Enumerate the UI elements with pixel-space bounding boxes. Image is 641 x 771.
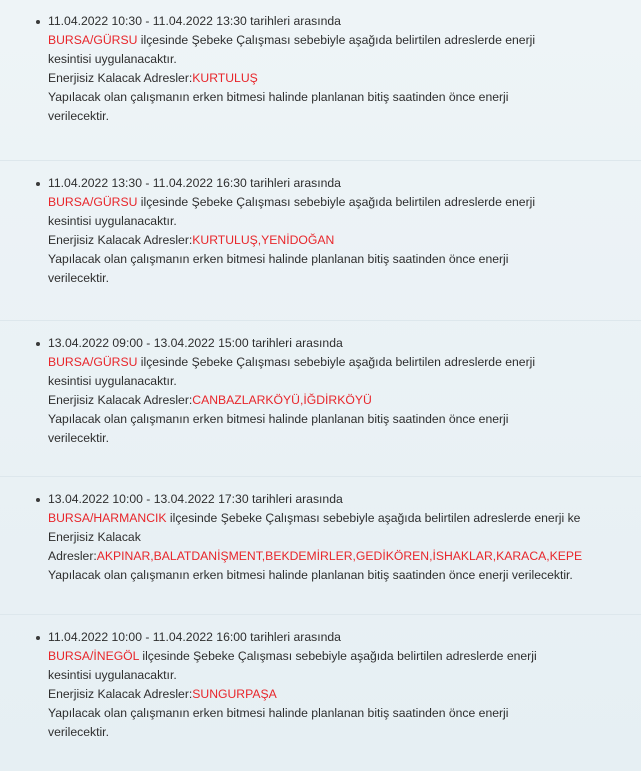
bullet-icon xyxy=(36,636,40,640)
district-name: BURSA/İNEGÖL xyxy=(48,649,139,663)
notice-description: ilçesinde Şebeke Çalışması sebebiyle aşağıda belirtilen adreslerde enerji xyxy=(137,33,536,47)
notice-body xyxy=(48,353,635,372)
district-name: BURSA/GÜRSU xyxy=(48,33,138,47)
notice-description: ilçesinde Şebeke Çalışması sebebiyle aşağıda belirtilen adreslerde enerji ke xyxy=(166,511,581,525)
notice-description-cont: kesintisi uygulanacaktır. xyxy=(48,668,177,682)
notice-footer: Yapılacak olan çalışmanın erken bitmesi halinde planlanan bitiş saatinden önce enerji xyxy=(48,252,509,266)
notice-body xyxy=(48,193,635,212)
addresses-label: Enerjisiz Kalacak Adresler: xyxy=(48,71,193,85)
district-name: BURSA/GÜRSU xyxy=(48,355,138,369)
notice-description-cont: kesintisi uygulanacaktır. xyxy=(48,374,177,388)
outage-notice xyxy=(0,490,641,585)
outage-notice xyxy=(0,628,641,742)
outage-notice xyxy=(0,334,641,448)
addresses-row xyxy=(48,391,635,410)
notice-description: ilçesinde Şebeke Çalışması sebebiyle aşağıda belirtilen adreslerde enerji xyxy=(138,649,537,663)
addresses-label: Enerjisiz Kalacak Adresler: xyxy=(48,393,193,407)
affected-addresses: AKPINAR,BALATDANİŞMENT,BEKDEMİRLER,GEDİKÖREN,İSHAKLAR,KARACA,KEPE xyxy=(96,549,583,563)
notice-footer: Yapılacak olan çalışmanın erken bitmesi halinde planlanan bitiş saatinden önce enerji xyxy=(48,706,509,720)
notice-footer-cont: verilecektir. xyxy=(48,431,109,445)
addresses-label: Enerjisiz Kalacak Adresler: xyxy=(48,233,193,247)
addresses-row xyxy=(48,231,635,250)
bullet-icon xyxy=(36,342,40,346)
affected-addresses: CANBAZLARKÖYÜ,İĞDİRKÖYÜ xyxy=(192,393,372,407)
outage-notice xyxy=(0,174,641,288)
affected-addresses: KURTULUŞ xyxy=(192,71,258,85)
addresses-row xyxy=(48,685,635,704)
notice-body xyxy=(48,647,635,666)
affected-addresses: SUNGURPAŞA xyxy=(192,687,277,701)
notice-period: 13.04.2022 09:00 - 13.04.2022 15:00 tarihleri arasında xyxy=(48,336,343,350)
notice-period: 13.04.2022 10:00 - 13.04.2022 17:30 tarihleri arasında xyxy=(48,492,343,506)
notice-footer-cont: verilecektir. xyxy=(48,725,109,739)
divider xyxy=(0,320,641,321)
addresses-row xyxy=(48,69,635,88)
addresses-row xyxy=(48,547,641,566)
notice-body xyxy=(48,31,635,50)
divider xyxy=(0,160,641,161)
notice-body xyxy=(48,509,641,528)
notice-footer-cont: verilecektir. xyxy=(48,271,109,285)
notice-footer: Yapılacak olan çalışmanın erken bitmesi halinde planlanan bitiş saatinden önce enerji verilecektir. xyxy=(48,568,573,582)
notice-description: ilçesinde Şebeke Çalışması sebebiyle aşağıda belirtilen adreslerde enerji xyxy=(137,355,536,369)
notice-period: 11.04.2022 10:30 - 11.04.2022 13:30 tarihleri arasında xyxy=(48,14,341,28)
affected-addresses: KURTULUŞ,YENİDOĞAN xyxy=(192,233,335,247)
bullet-icon xyxy=(36,498,40,502)
outage-notice xyxy=(0,12,641,126)
notice-description-cont: kesintisi uygulanacaktır. xyxy=(48,52,177,66)
addresses-label-row: Enerjisiz Kalacak xyxy=(48,530,141,544)
divider xyxy=(0,614,641,615)
notice-period: 11.04.2022 13:30 - 11.04.2022 16:30 tarihleri arasında xyxy=(48,176,341,190)
notice-footer-cont: verilecektir. xyxy=(48,109,109,123)
addresses-label: Adresler: xyxy=(48,549,97,563)
notice-description: ilçesinde Şebeke Çalışması sebebiyle aşağıda belirtilen adreslerde enerji xyxy=(137,195,536,209)
addresses-label: Enerjisiz Kalacak Adresler: xyxy=(48,687,193,701)
district-name: BURSA/HARMANCIK xyxy=(48,511,167,525)
notice-period: 11.04.2022 10:00 - 11.04.2022 16:00 tarihleri arasında xyxy=(48,630,341,644)
district-name: BURSA/GÜRSU xyxy=(48,195,138,209)
notice-footer: Yapılacak olan çalışmanın erken bitmesi halinde planlanan bitiş saatinden önce enerji xyxy=(48,412,509,426)
notice-description-cont: kesintisi uygulanacaktır. xyxy=(48,214,177,228)
divider xyxy=(0,476,641,477)
bullet-icon xyxy=(36,182,40,186)
bullet-icon xyxy=(36,20,40,24)
notice-footer: Yapılacak olan çalışmanın erken bitmesi halinde planlanan bitiş saatinden önce enerji xyxy=(48,90,509,104)
